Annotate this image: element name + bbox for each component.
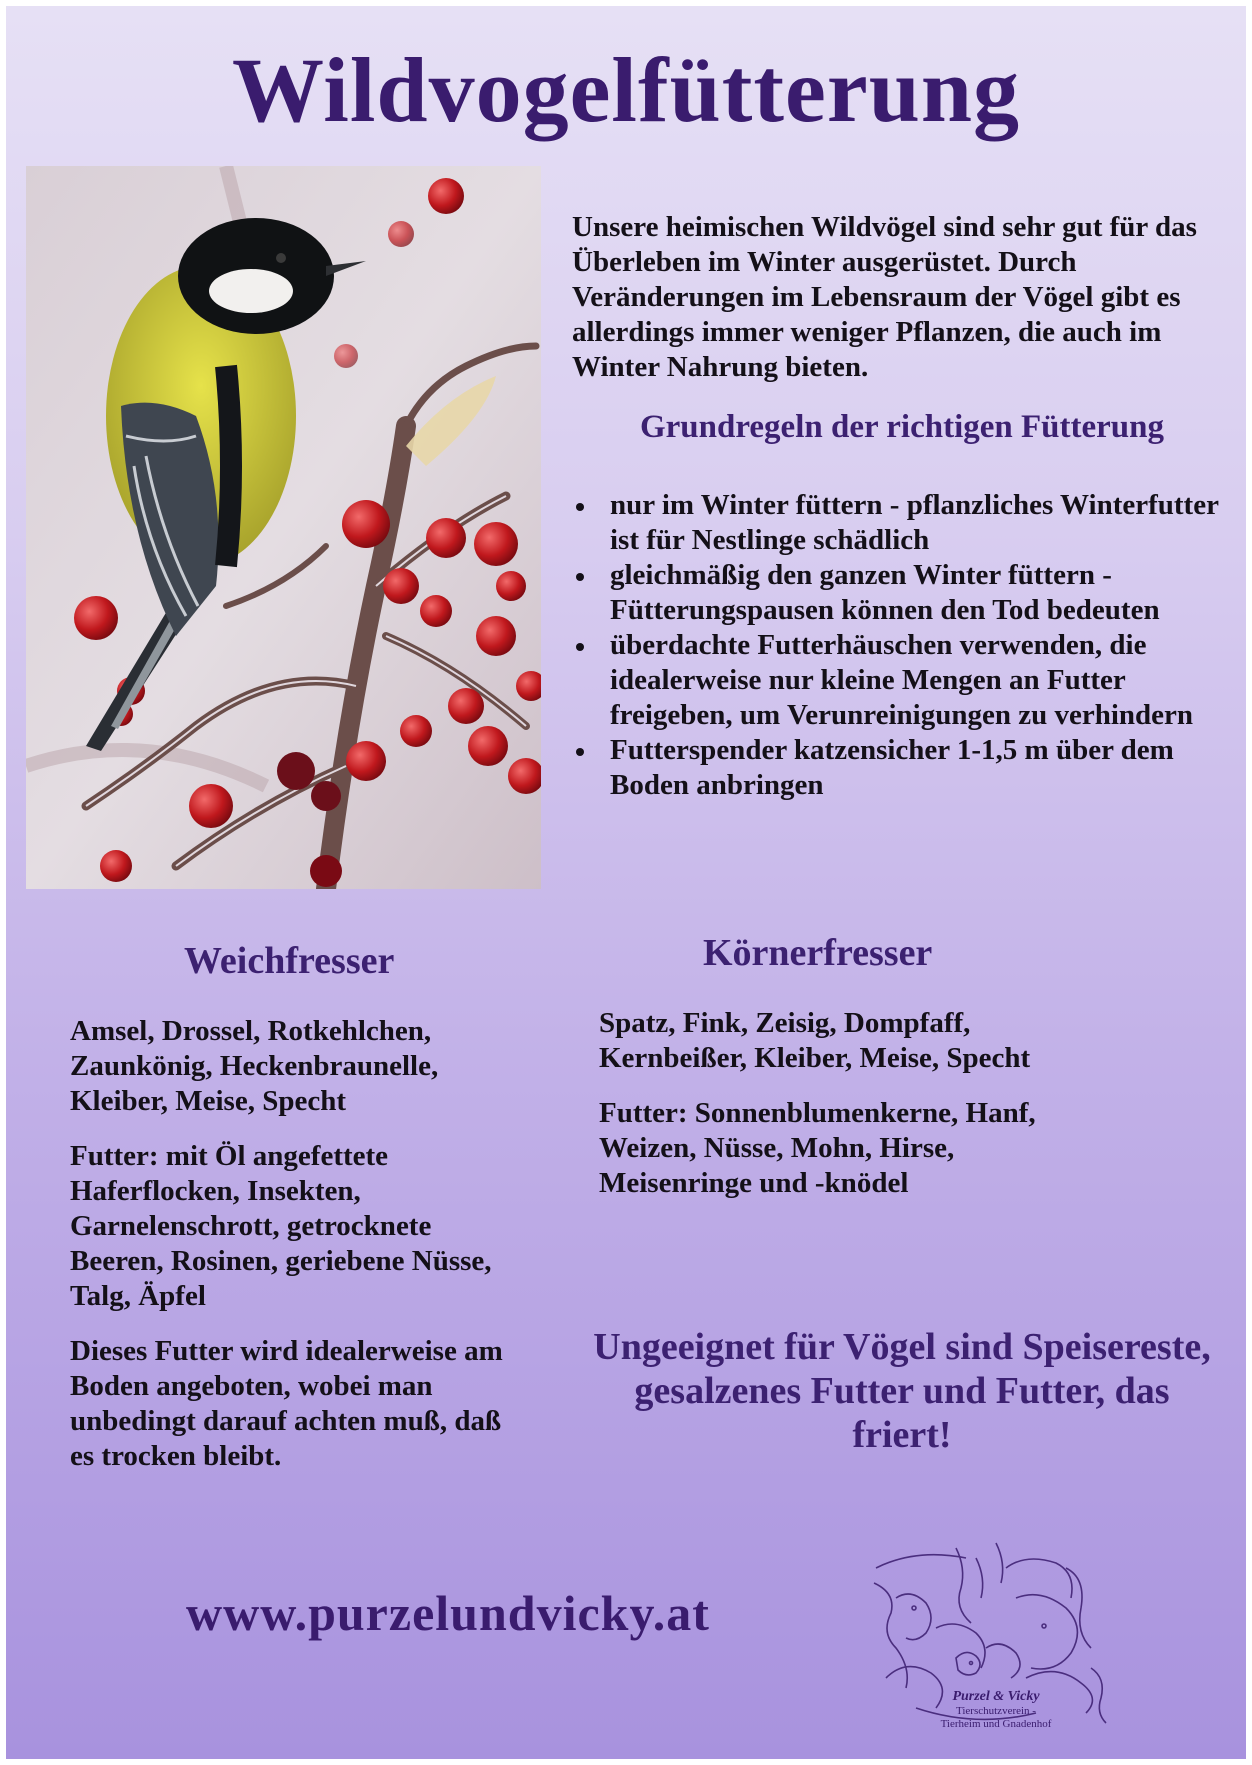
website-link[interactable]: www.purzelundvicky.at <box>186 1585 710 1641</box>
weichfresser-note: Dieses Futter wird idealerweise am Boden angeboten, wobei man unbedingt darauf achten muß, daß es trocken bleibt. <box>70 1335 503 1472</box>
great-tit-photo <box>26 166 541 889</box>
weichfresser-section <box>70 1014 530 1494</box>
warning-text: Ungeeignet für Vögel sind Speisereste, gesalzenes Futter und Futter, das friert! <box>593 1326 1211 1456</box>
koernerfresser-birds: Spatz, Fink, Zeisig, Dompfaff, Kernbeißer, Kleiber, Meise, Specht <box>599 1007 1031 1074</box>
logo-line1: Tierschutzverein - <box>956 1705 1036 1717</box>
weichfresser-heading: Weichfresser <box>184 940 395 982</box>
rule-item: Futterspender katzensicher 1-1,5 m über dem Boden anbringen <box>572 733 1242 803</box>
animal-sketch-logo-icon <box>856 1538 1126 1738</box>
weichfresser-birds: Amsel, Drossel, Rotkehlchen, Zaunkönig, Heckenbraunelle, Kleiber, Meise, Specht <box>70 1015 439 1117</box>
koernerfresser-heading: Körnerfresser <box>703 932 933 974</box>
rule-item: gleichmäßig den ganzen Winter füttern - Fütterungspausen können den Tod bedeuten <box>572 558 1242 628</box>
weichfresser-food: Futter: mit Öl angefettete Haferflocken, Insekten, Garnelenschrott, getrocknete Beeren, Rosinen, geriebene Nüsse, Talg, Äpfel <box>70 1140 492 1312</box>
koernerfresser-food: Futter: Sonnenblumenkerne, Hanf, Weizen, Nüsse, Mohn, Hirse, Meisenringe und -knödel <box>599 1097 1036 1199</box>
koernerfresser-section <box>599 1006 1069 1221</box>
poster <box>6 6 1246 1759</box>
rule-item: nur im Winter füttern - pflanzliches Winterfutter ist für Nestlinge schädlich <box>572 488 1242 558</box>
rules-list <box>572 488 1242 803</box>
logo-line2: Tierheim und Gnadenhof <box>940 1718 1052 1730</box>
rule-item: überdachte Futterhäuschen verwenden, die idealerweise nur kleine Mengen an Futter freigeben, um Verunreinigungen zu verhindern <box>572 628 1242 733</box>
shelter-logo <box>856 1538 1126 1738</box>
logo-name: Purzel & Vicky <box>952 1689 1040 1704</box>
intro-text: Unsere heimischen Wildvögel sind sehr gut für das Überleben im Winter ausgerüstet. Durch Veränderungen im Lebensraum der Vögel gibt es allerdings immer weniger Pflanzen, die auch im Winter Nahrung bieten. <box>572 211 1197 383</box>
poster-title: Wildvogelfütterung <box>231 39 1021 141</box>
rules-heading: Grundregeln der richtigen Fütterung <box>639 409 1164 445</box>
bird-on-berry-branch-image <box>26 166 541 889</box>
